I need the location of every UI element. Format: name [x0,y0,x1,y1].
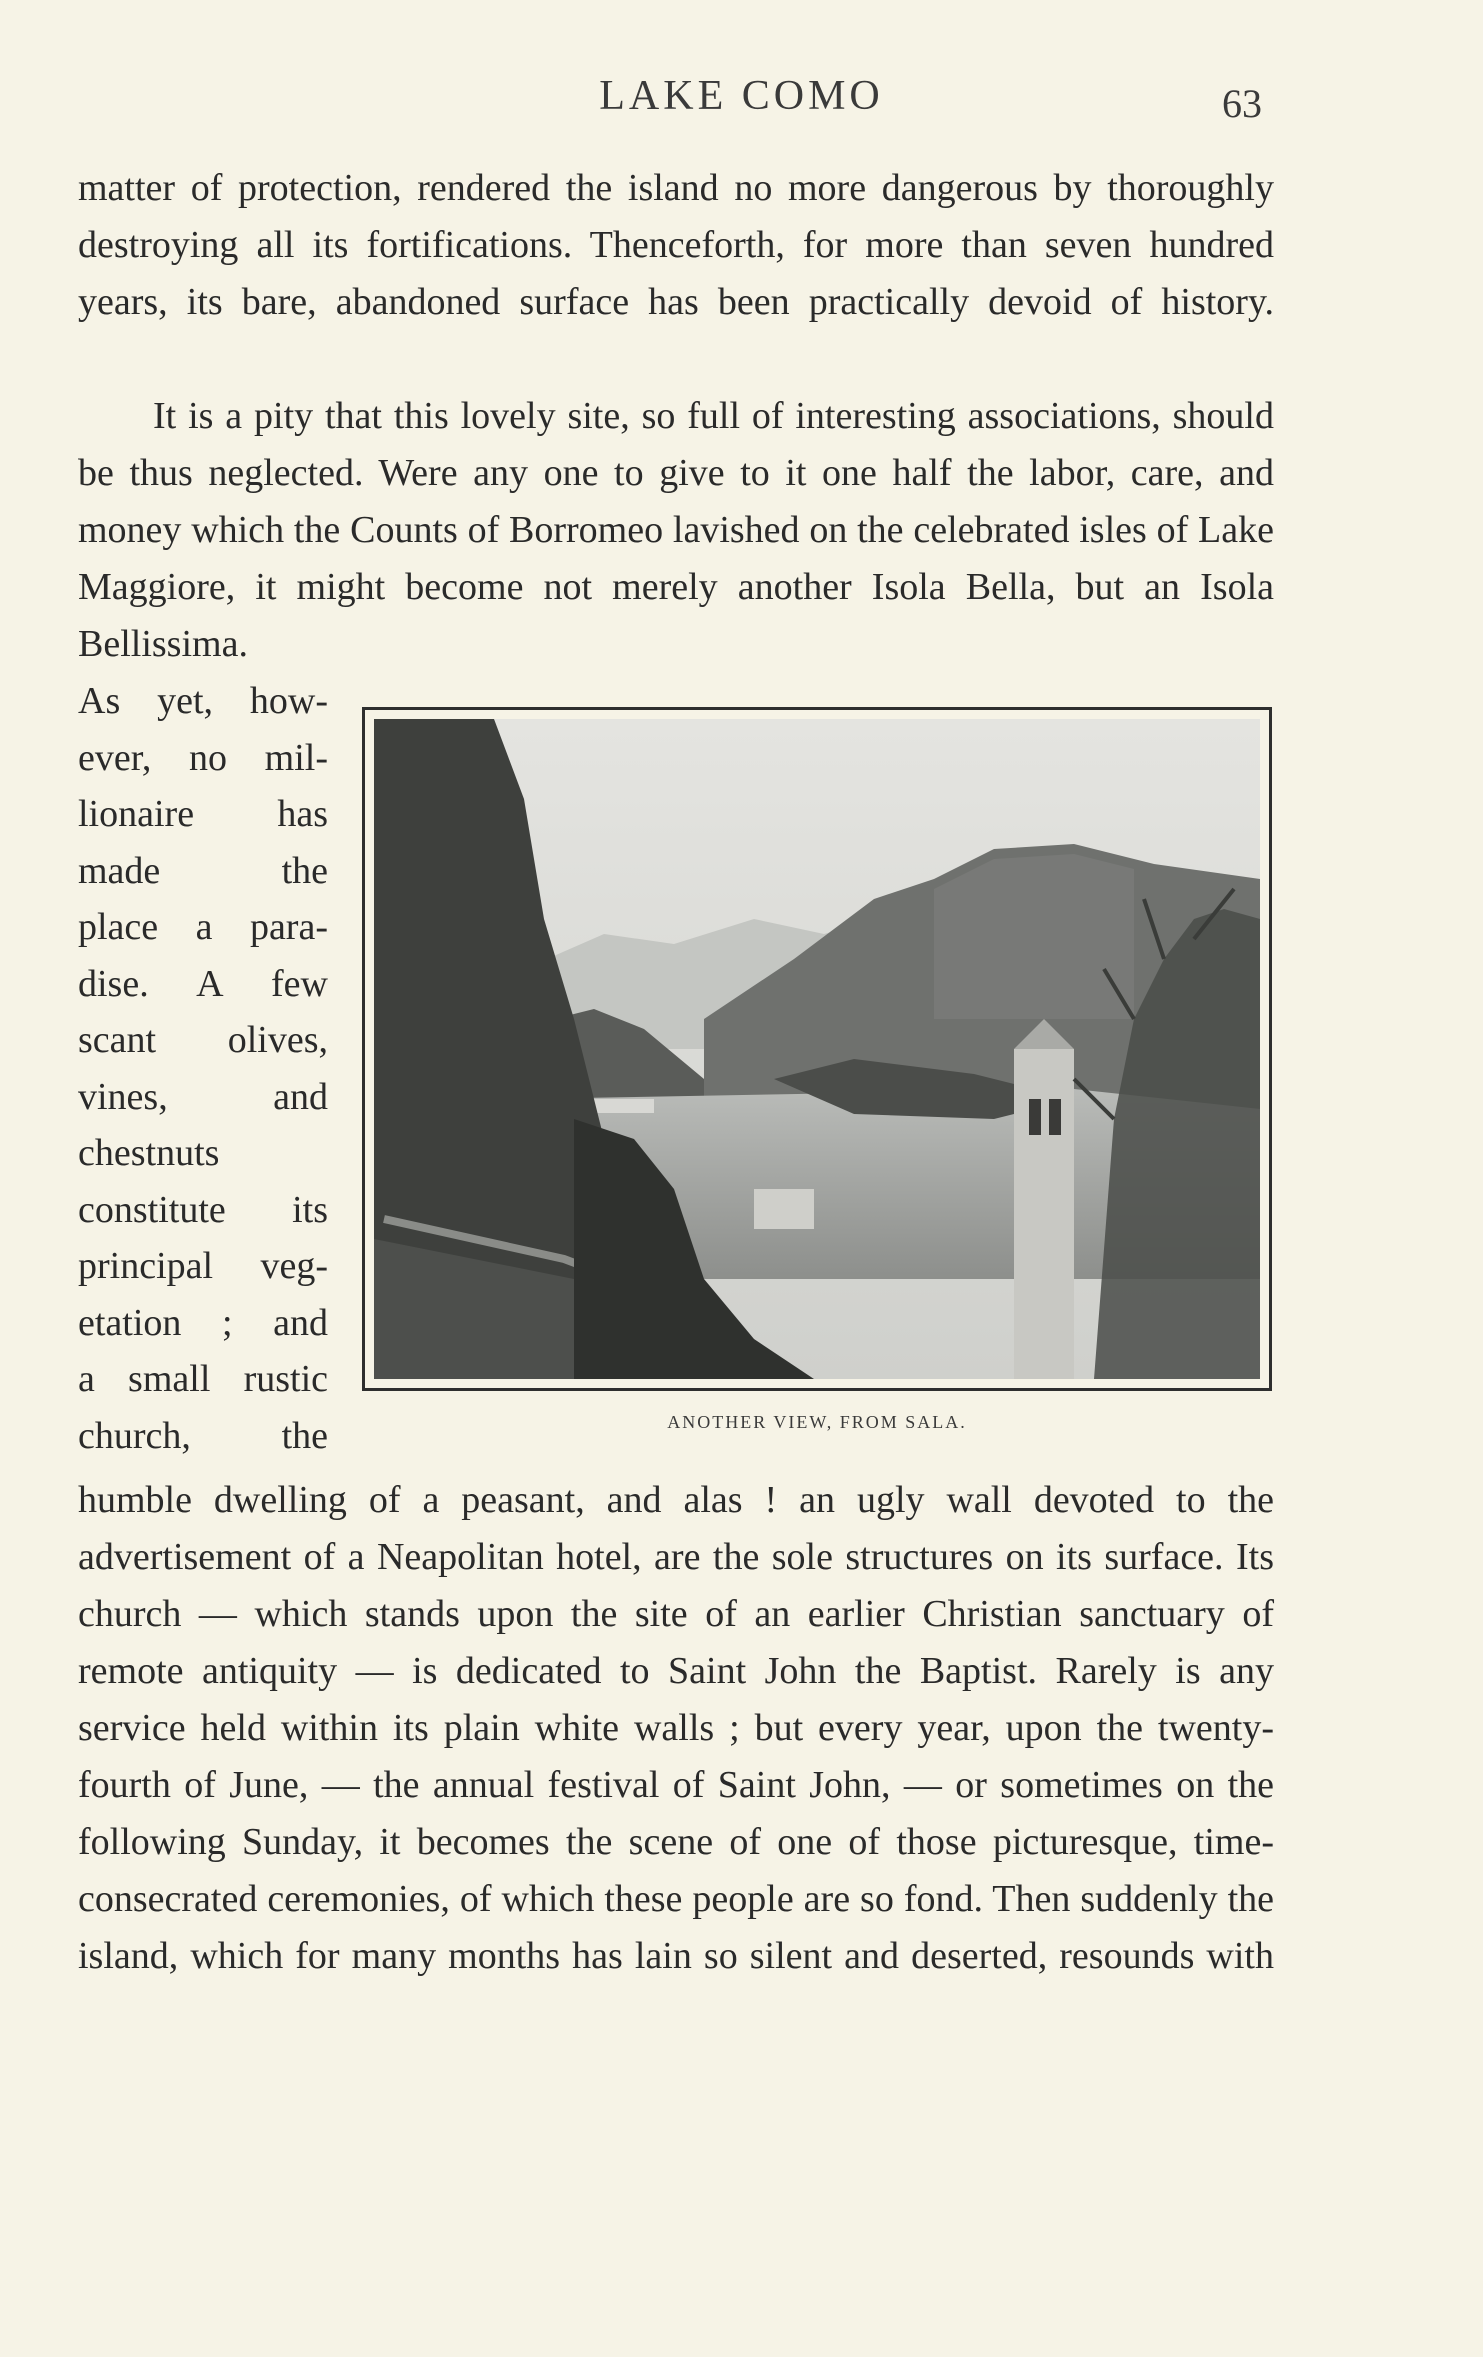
wrapped-line: a small rustic [78,1358,328,1400]
lake-view-photograph [362,707,1272,1391]
wrapped-text-column [78,673,328,1464]
wrapped-line: ever, no mil- [78,736,328,779]
paragraph-2: It is a pity that this lovely site, so full of interesting associations, should be thus neglected. Were any one to give to it one half the labor, care, and money which the Counts of Borromeo lavished on the celebrated isles of Lake Maggiore, it might become not merely another Isola Bella, but an Isola Bellissima. [78,395,1274,665]
wrapped-line: place a para- [78,906,328,948]
wrapped-line: etation ; and [78,1301,328,1344]
running-title: LAKE COMO [599,73,884,119]
tower-window [1029,1099,1041,1135]
landscape-illustration [374,719,1260,1379]
wrapped-line: lionaire has [78,793,328,835]
figure-caption: ANOTHER VIEW, FROM SALA. [667,1412,967,1432]
mountain-slope [934,854,1134,1019]
wrapped-line: scant olives, [78,1019,328,1061]
wrapped-line: dise. A few [78,962,328,1005]
wrapped-line: As yet, how- [78,680,328,722]
bell-tower [1014,1049,1074,1379]
wrapped-line: principal veg- [78,1245,328,1287]
wrapped-line: chestnuts [78,1132,220,1174]
paragraph-continuation: humble dwelling of a peasant, and alas ! an ugly wall devoted to the advertisement of a Neapolitan hotel, are the sole structures on its surface. Its church — which stands upon the site of an earlier Christian sanctuary of remote antiquity — is dedicated to Saint John the Baptist. Rarely is any service held within its plain white walls ; but every year, upon the twenty-fourth of June, — the annual festival of Saint John, — or sometimes on the following Sunday, it becomes the scene of one of those picturesque, time-consecrated ceremonies, of which these people are so fond. Then suddenly the island, which for many months has lain so silent and deserted, resounds with [78,1479,1274,1977]
wrapped-line: constitute its [78,1188,328,1231]
page-header [0,72,1483,126]
wrapped-line: vines, and [78,1075,328,1118]
house [754,1189,814,1229]
tower-window [1049,1099,1061,1135]
wrapped-line: church, the [78,1414,328,1457]
wrapped-line: made the [78,849,328,892]
page-number: 63 [1222,81,1262,126]
paragraph-1: matter of protection, rendered the island no more dangerous by thoroughly destroying all its fortifications. Thenceforth, for more than seven hundred years, its bare, abandoned surface has been practically devoid of history. [78,167,1274,323]
